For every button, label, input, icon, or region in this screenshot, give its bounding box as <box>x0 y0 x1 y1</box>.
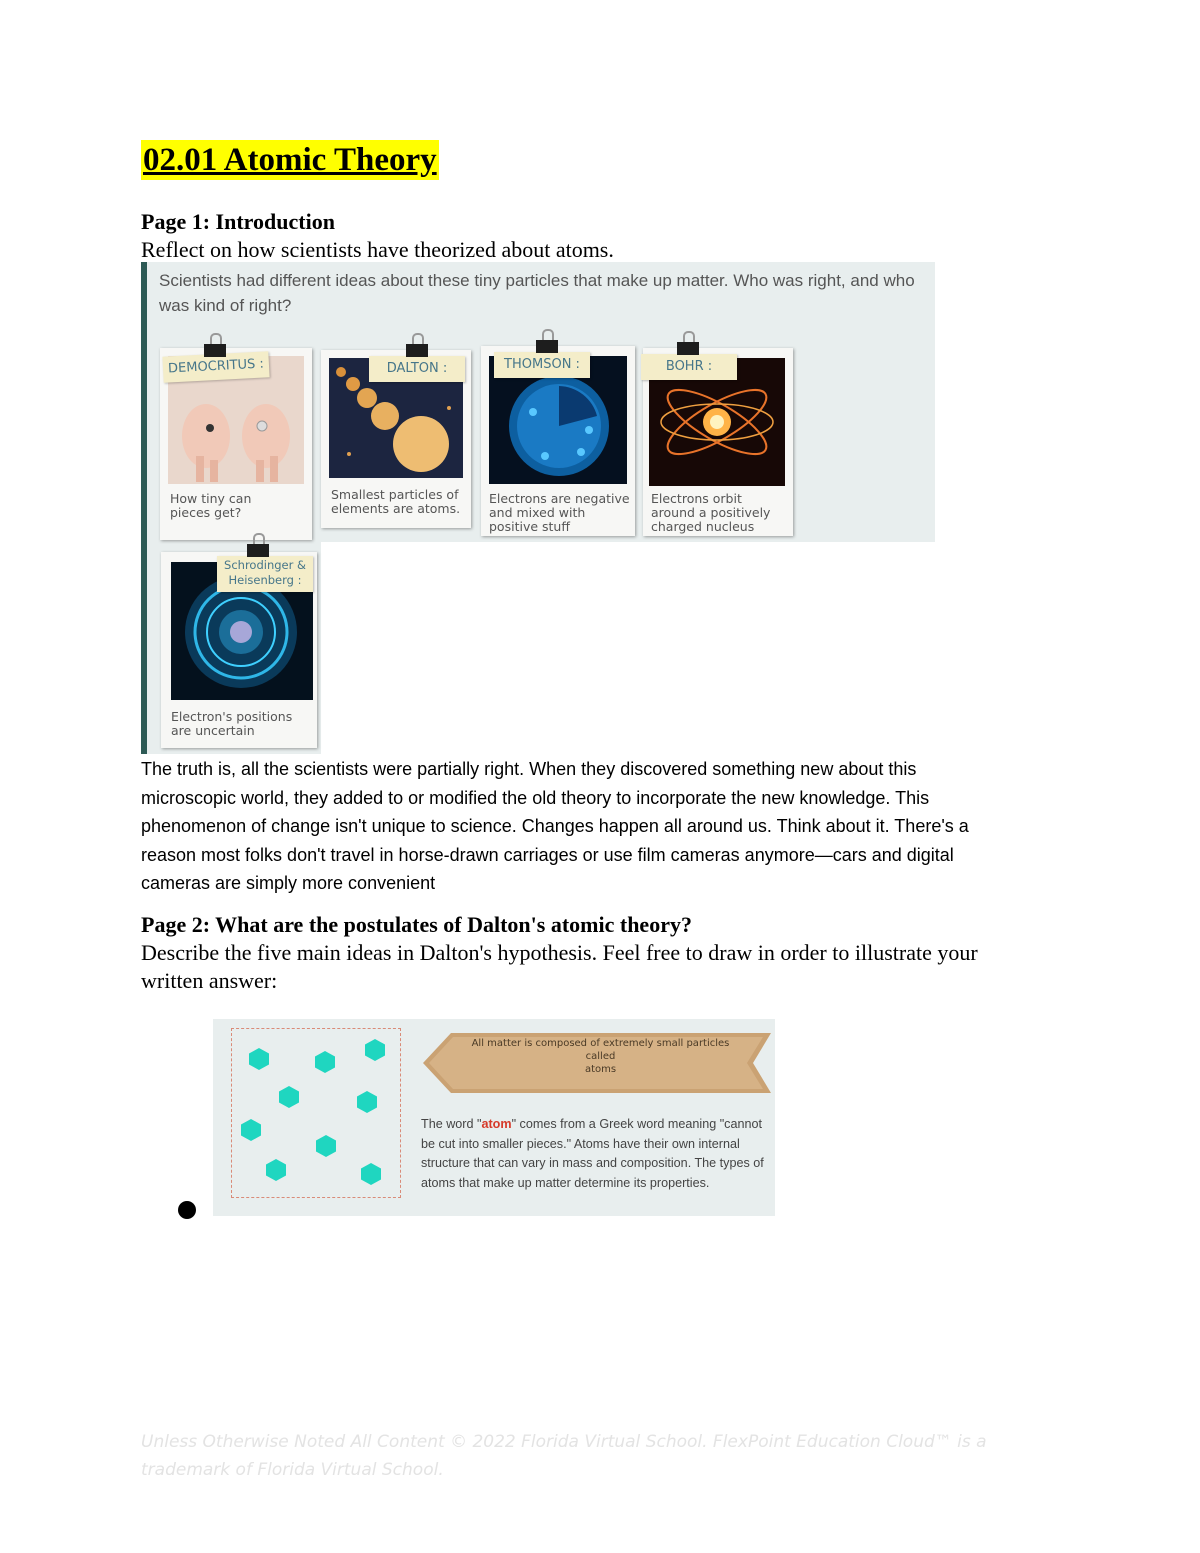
body-line: The truth is, all the scientists were partially right. When they discovered something new about this <box>141 759 917 779</box>
body-line: reason most folks don't travel in horse-drawn carriages or use film cameras anymore—cars and digital <box>141 844 954 865</box>
page1-prompt: Reflect on how scientists have theorized about atoms. <box>141 237 614 262</box>
binder-clip-icon <box>677 340 699 358</box>
body-line: cameras are simply more convenient <box>141 873 436 893</box>
atom-hexagon-icon <box>277 1085 301 1109</box>
footer-line1: Unless Otherwise Noted All Content © 2022 Florida Virtual School. FlexPoint Education Cloud™ is a <box>141 1432 987 1452</box>
binder-clip-icon <box>247 542 269 560</box>
page1-heading: Page 1: Introduction <box>141 209 335 234</box>
prompt-line1: Describe the five main ideas in Dalton's hypothesis. Feel free to draw in order to illustrate your <box>141 940 978 965</box>
caption-line2: elements are atoms. <box>331 501 461 516</box>
caption-line2: pieces get? <box>170 505 242 520</box>
caption-line1: Electrons are negative <box>489 491 630 506</box>
document-title: 02.01 Atomic Theory <box>143 142 437 178</box>
atom-hexagon-icon <box>313 1050 337 1074</box>
caption-line1: How tiny can <box>170 491 252 506</box>
body-line: phenomenon of change isn't unique to science. Changes happen all around us. Think about it. There's a <box>141 816 969 836</box>
dalton-postulate-figure <box>213 1019 775 1216</box>
atom-hexagon-icon <box>363 1038 387 1062</box>
atom-highlight: atom <box>481 1117 512 1131</box>
tag-bohr: BOHR : <box>641 354 737 380</box>
caption-line2: and mixed with <box>489 505 586 520</box>
card-caption <box>171 710 292 738</box>
caption-line1: Smallest particles of <box>331 487 459 502</box>
atom-hexagon-icon <box>264 1158 288 1182</box>
atom-hexagon-icon <box>359 1162 383 1186</box>
tag-dalton: DALTON : <box>369 356 465 382</box>
caption-line3: positive stuff <box>489 519 570 534</box>
caption-line2: are uncertain <box>171 723 255 738</box>
card-caption <box>651 492 770 534</box>
page2-heading: Page 2: What are the postulates of Dalton's atomic theory? <box>141 912 692 937</box>
ribbon-line1: All matter is composed of extremely small particles called <box>471 1038 730 1062</box>
binder-clip-icon <box>536 338 558 356</box>
body-line: microscopic world, they added to or modified the old theory to incorporate the new knowledge. This <box>141 787 930 808</box>
binder-clip-icon <box>406 342 428 360</box>
tag-line1: Schrodinger & <box>224 558 306 572</box>
postulate-description <box>421 1115 777 1193</box>
card-caption <box>489 492 630 534</box>
scientists-figure <box>141 262 935 754</box>
footer-line2: trademark of Florida Virtual School. <box>141 1460 444 1480</box>
figure-intro-line1: Scientists had different ideas about these tiny particles that make up matter. Who was right, and who <box>159 271 915 290</box>
prompt-line2: written answer: <box>141 968 278 993</box>
caption-line2: around a positively <box>651 505 771 520</box>
tag-democritus: DEMOCRITUS : <box>162 351 269 383</box>
page1-body <box>141 755 1061 898</box>
copyright-footer <box>141 1428 1041 1484</box>
caption-line1: Electron's positions <box>171 709 293 724</box>
binder-clip-icon <box>204 342 226 360</box>
tag-line2: Heisenberg : <box>228 573 302 587</box>
tag-schrodinger-heisenberg <box>217 556 313 592</box>
description-text: The word " <box>421 1117 482 1131</box>
ribbon-line2: atoms <box>584 1064 617 1075</box>
figure-intro-line2: was kind of right? <box>159 296 292 315</box>
caption-line3: charged nucleus <box>651 519 755 534</box>
bullet-icon <box>178 1201 196 1219</box>
atom-hexagon-icon <box>247 1047 271 1071</box>
figure-intro <box>159 268 929 318</box>
atom-hexagon-icon <box>355 1090 379 1114</box>
card-caption <box>331 488 460 516</box>
tag-thomson: THOMSON : <box>494 352 590 378</box>
caption-line1: Electrons orbit <box>651 491 742 506</box>
atom-hexagon-icon <box>314 1134 338 1158</box>
atom-hexagon-icon <box>239 1118 263 1142</box>
description-text: " comes from a Greek word meaning "cannot be cut into smaller pieces." Atoms have their own internal structure that can vary in mass and composition. The types of atoms that make up matter determine its properties. <box>421 1117 764 1190</box>
ribbon-text <box>458 1037 743 1076</box>
page2-prompt <box>141 939 1061 995</box>
card-caption <box>170 492 251 520</box>
